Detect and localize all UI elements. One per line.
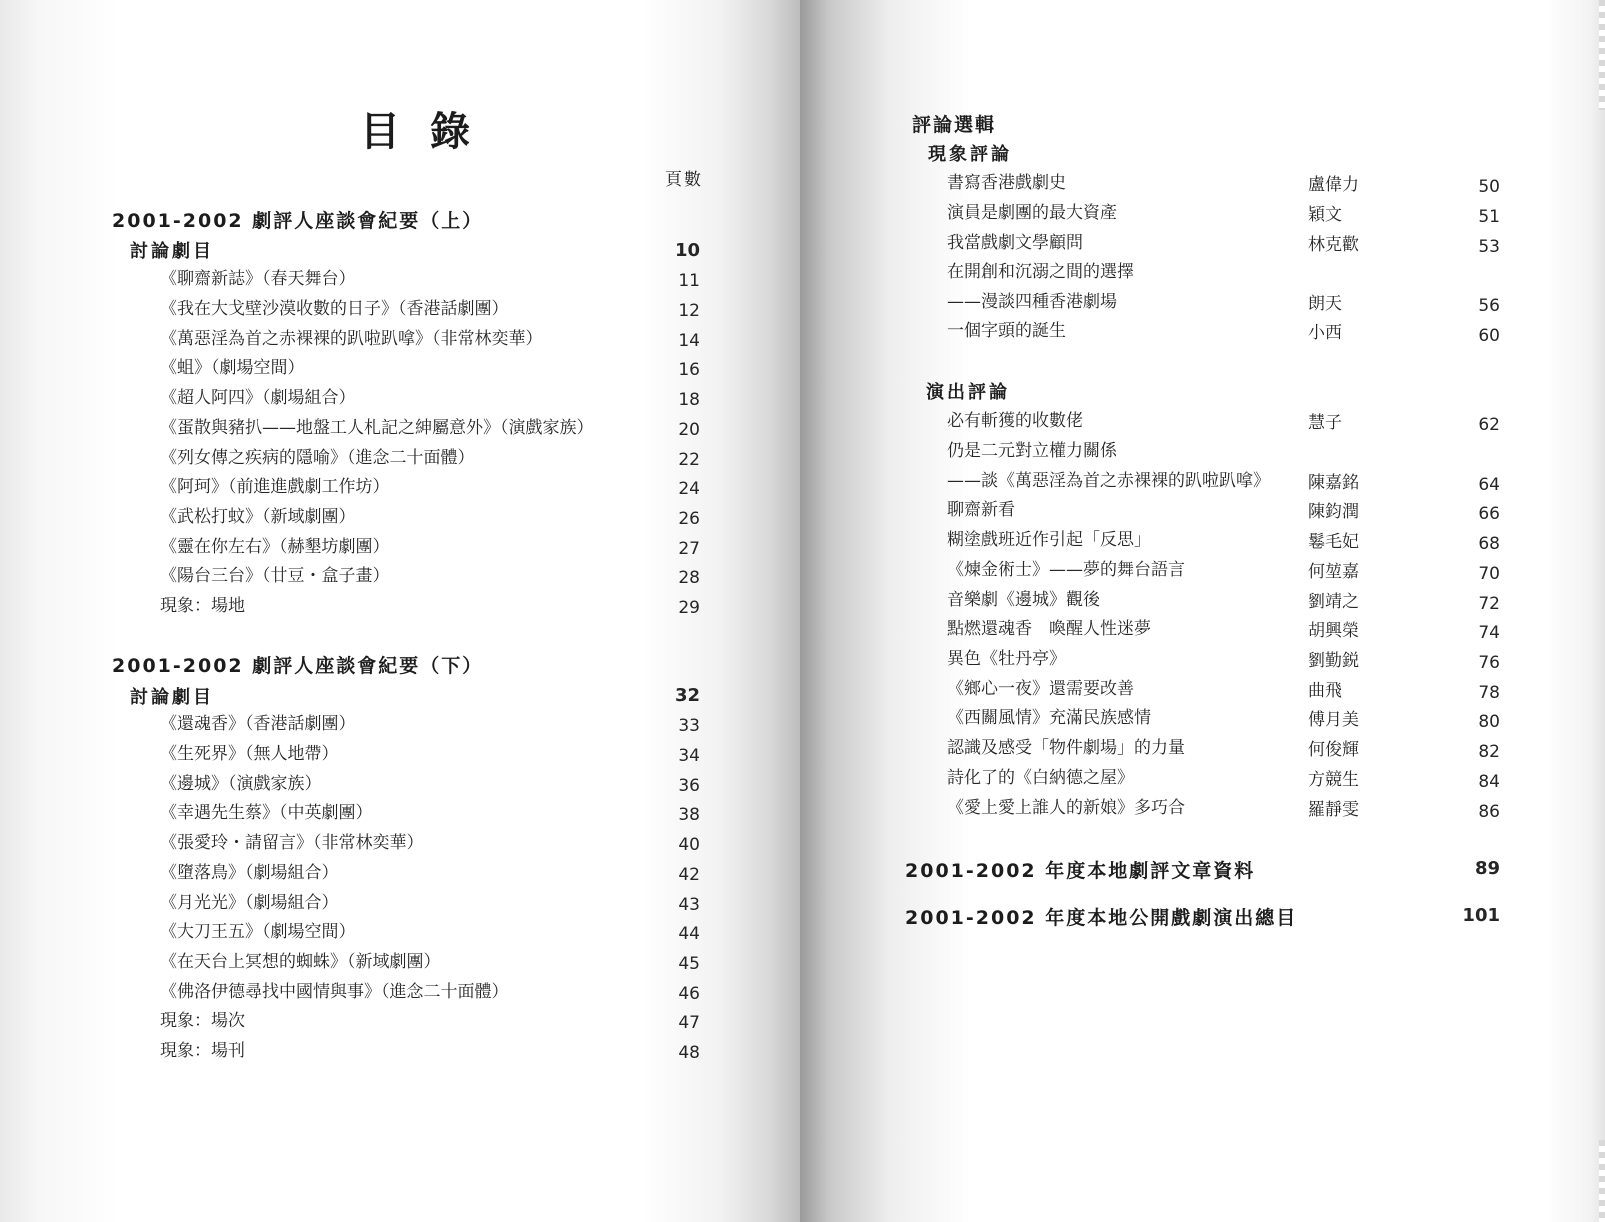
review-entry[interactable]: 仍是二元對立權力關係 <box>947 441 1117 461</box>
performance-sub-heading: 演出評論 <box>926 382 1010 403</box>
toc-entry[interactable]: 《大刀王五》（劇場空間） <box>160 922 356 942</box>
toc-entry-page: 29 <box>678 598 700 618</box>
review-page: 80 <box>1478 712 1500 732</box>
toc-entry-page: 18 <box>678 390 700 410</box>
review-author: 陳嘉銘 <box>1308 473 1359 493</box>
part1-sub-page: 10 <box>674 240 700 261</box>
review-page: 51 <box>1478 207 1500 227</box>
toc-entry-page: 22 <box>678 450 700 470</box>
review-author: 曲飛 <box>1308 681 1342 701</box>
review-author: 鬈毛妃 <box>1308 532 1359 552</box>
toc-entry[interactable]: 《聊齋新誌》（春天舞台） <box>160 269 356 289</box>
toc-entry-page: 38 <box>678 805 700 825</box>
toc-title: 目錄 <box>360 109 500 155</box>
review-entry[interactable]: 點燃還魂香 喚醒人性迷夢 <box>947 619 1151 639</box>
toc-entry[interactable]: 《靈在你左右》（赫墾坊劇團） <box>160 537 390 557</box>
toc-entry-page: 27 <box>678 539 700 559</box>
review-entry[interactable]: 書寫香港戲劇史 <box>947 173 1066 193</box>
pages-column-label: 頁數 <box>665 170 703 190</box>
toc-entry[interactable]: 《超人阿四》（劇場組合） <box>160 388 356 408</box>
review-entry[interactable]: 《愛上愛上誰人的新娘》多巧合 <box>947 798 1185 818</box>
toc-entry-page: 46 <box>678 984 700 1004</box>
left-page <box>0 0 800 1222</box>
appendix-entry[interactable]: 2001-2002 年度本地劇評文章資料 <box>905 860 1256 882</box>
review-page: 78 <box>1478 683 1500 703</box>
toc-entry-page: 42 <box>678 865 700 885</box>
review-page: 56 <box>1478 296 1500 316</box>
toc-entry[interactable]: 《在天台上冥想的蜘蛛》（新域劇團） <box>160 952 441 972</box>
toc-entry[interactable]: 《墮落鳥》（劇場組合） <box>160 863 339 883</box>
review-entry[interactable]: 異色《牡丹亭》 <box>947 649 1066 669</box>
toc-entry[interactable]: 《我在大戈壁沙漠收數的日子》（香港話劇團） <box>160 299 509 319</box>
toc-entry-page: 26 <box>678 509 700 529</box>
review-entry-subtitle[interactable]: ——漫談四種香港劇場 <box>947 292 1117 312</box>
review-author: 林克歡 <box>1308 235 1359 255</box>
toc-entry-page: 40 <box>678 835 700 855</box>
review-author: 劉靖之 <box>1308 592 1359 612</box>
toc-entry-page: 33 <box>678 716 700 736</box>
toc-entry-page: 34 <box>678 746 700 766</box>
phenomena-sub-heading: 現象評論 <box>928 144 1012 165</box>
toc-entry-page: 45 <box>678 954 700 974</box>
review-entry[interactable]: 聊齋新看 <box>947 500 1015 520</box>
toc-entry[interactable]: 現象：場次 <box>160 1011 245 1031</box>
review-entry[interactable]: 必有斬獲的收數佬 <box>947 411 1083 431</box>
part1-sub-heading: 討論劇目 <box>130 241 214 262</box>
toc-entry[interactable]: 現象：場地 <box>160 596 245 616</box>
appendix-entry[interactable]: 2001-2002 年度本地公開戲劇演出總目 <box>905 907 1298 929</box>
toc-entry-page: 12 <box>678 301 700 321</box>
toc-entry[interactable]: 《蛋散與豬扒——地盤工人札記之紳屬意外》（演戲家族） <box>160 418 594 438</box>
toc-entry[interactable]: 《佛洛伊德尋找中國情與事》（進念二十面體） <box>160 982 509 1002</box>
part1-heading: 2001-2002 劇評人座談會紀要（上） <box>112 210 484 232</box>
review-entry[interactable]: 《煉金術士》——夢的舞台語言 <box>947 560 1185 580</box>
review-author: 陳鈞潤 <box>1308 502 1359 522</box>
review-author: 何俊輝 <box>1308 740 1359 760</box>
review-author: 方競生 <box>1308 770 1359 790</box>
review-author: 盧偉力 <box>1308 175 1359 195</box>
toc-entry-page: 28 <box>678 568 700 588</box>
review-page: 68 <box>1478 534 1500 554</box>
toc-entry[interactable]: 《月光光》（劇場組合） <box>160 893 339 913</box>
toc-entry[interactable]: 《蛆》（劇場空間） <box>160 358 305 378</box>
review-entry[interactable]: 認識及感受「物件劇場」的力量 <box>947 738 1185 758</box>
review-page: 84 <box>1478 772 1500 792</box>
toc-entry-page: 44 <box>678 924 700 944</box>
review-author: 何堃嘉 <box>1308 562 1359 582</box>
review-page: 66 <box>1478 504 1500 524</box>
review-entry[interactable]: 在開創和沉溺之間的選擇 <box>947 262 1134 282</box>
toc-entry-page: 48 <box>678 1043 700 1063</box>
review-author: 羅靜雯 <box>1308 800 1359 820</box>
part2-sub-heading: 討論劇目 <box>130 687 214 708</box>
review-author: 慧子 <box>1308 413 1342 433</box>
review-author: 劉勤鋭 <box>1308 651 1359 671</box>
review-author: 小西 <box>1308 323 1342 343</box>
toc-entry-page: 47 <box>678 1013 700 1033</box>
toc-entry[interactable]: 《幸遇先生蔡》（中英劇團） <box>160 803 373 823</box>
review-entry[interactable]: 我當戲劇文學顧問 <box>947 233 1083 253</box>
review-entry[interactable]: 音樂劇《邊城》觀後 <box>947 590 1100 610</box>
review-entry[interactable]: 一個字頭的誕生 <box>947 321 1066 341</box>
review-entry[interactable]: 演員是劇團的最大資產 <box>947 203 1117 223</box>
toc-entry[interactable]: 《陽台三台》（廿豆・盒子畫） <box>160 566 390 586</box>
review-page: 62 <box>1478 415 1500 435</box>
review-author: 胡興榮 <box>1308 621 1359 641</box>
appendix-page: 89 <box>1474 858 1500 879</box>
toc-entry-page: 24 <box>678 479 700 499</box>
toc-entry[interactable]: 現象：場刊 <box>160 1041 245 1061</box>
review-entry[interactable]: 詩化了的《白納德之屋》 <box>947 768 1134 788</box>
toc-entry[interactable]: 《還魂香》（香港話劇團） <box>160 714 356 734</box>
review-page: 82 <box>1478 742 1500 762</box>
scan-edge-artifact <box>1599 0 1605 110</box>
review-page: 72 <box>1478 594 1500 614</box>
toc-entry-page: 14 <box>678 331 700 351</box>
toc-entry-page: 20 <box>678 420 700 440</box>
toc-entry[interactable]: 《武松打蚊》（新域劇團） <box>160 507 356 527</box>
review-entry[interactable]: 《鄉心一夜》還需要改善 <box>947 679 1134 699</box>
review-page: 64 <box>1478 475 1500 495</box>
toc-entry[interactable]: 《萬惡淫為首之赤裸裸的趴啦趴嗱》（非常林奕華） <box>160 329 543 349</box>
toc-entry[interactable]: 《列女傳之疾病的隱喻》（進念二十面體） <box>160 448 475 468</box>
toc-entry[interactable]: 《阿珂》（前進進戲劇工作坊） <box>160 477 390 497</box>
toc-entry-page: 36 <box>678 776 700 796</box>
toc-entry-page: 43 <box>678 895 700 915</box>
part2-heading: 2001-2002 劇評人座談會紀要（下） <box>112 655 484 677</box>
review-entry[interactable]: 《西關風情》充滿民族感情 <box>947 708 1151 728</box>
review-page: 70 <box>1478 564 1500 584</box>
toc-entry-page: 16 <box>678 360 700 380</box>
review-entry[interactable]: 糊塗戲班近作引起「反思」 <box>947 530 1151 550</box>
toc-entry[interactable]: 《邊城》（演戲家族） <box>160 774 322 794</box>
review-page: 86 <box>1478 802 1500 822</box>
review-page: 50 <box>1478 177 1500 197</box>
reviews-heading: 評論選輯 <box>912 114 997 136</box>
review-entry-subtitle[interactable]: ——談《萬惡淫為首之赤裸裸的趴啦趴嗱》 <box>947 471 1270 491</box>
scan-edge-artifact <box>1599 1140 1605 1222</box>
appendix-page: 101 <box>1462 905 1500 926</box>
review-author: 傅月美 <box>1308 710 1359 730</box>
review-page: 60 <box>1478 326 1500 346</box>
part2-sub-page: 32 <box>674 685 700 706</box>
review-author: 朗天 <box>1308 294 1342 314</box>
review-page: 74 <box>1478 623 1500 643</box>
toc-entry[interactable]: 《生死界》（無人地帶） <box>160 744 339 764</box>
review-page: 53 <box>1478 237 1500 257</box>
review-author: 穎文 <box>1308 205 1342 225</box>
review-page: 76 <box>1478 653 1500 673</box>
toc-entry[interactable]: 《張愛玲・請留言》（非常林奕華） <box>160 833 424 853</box>
toc-entry-page: 11 <box>678 271 700 291</box>
